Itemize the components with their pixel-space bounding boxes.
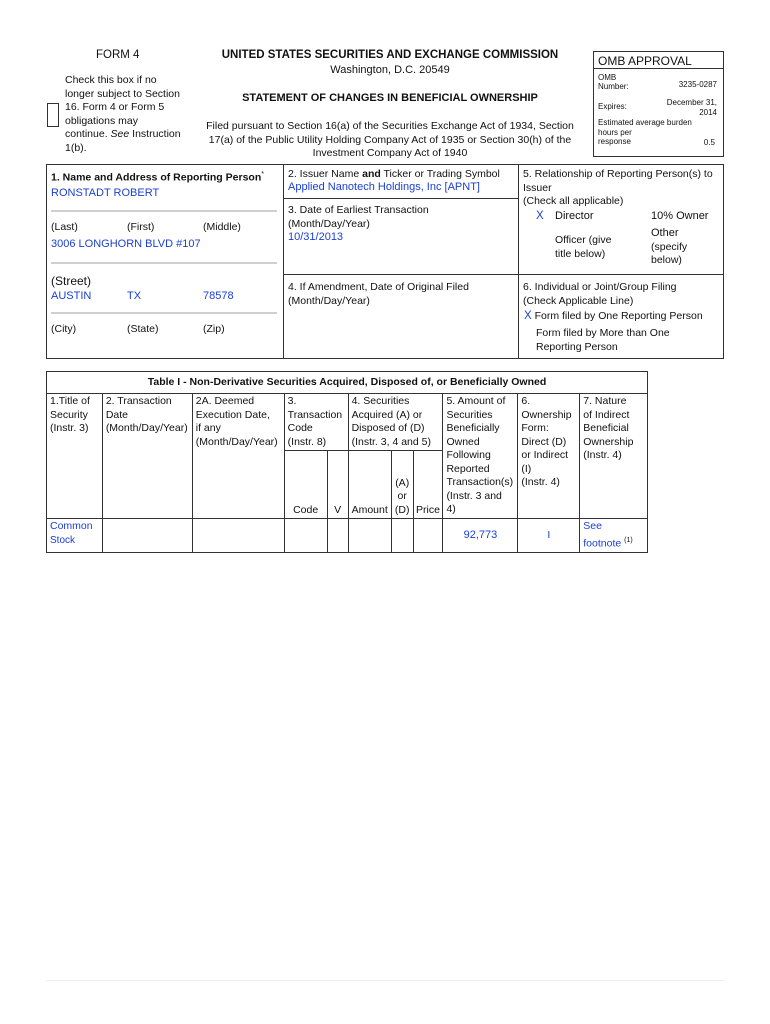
agency-location: Washington, D.C. 20549 bbox=[330, 64, 450, 76]
cell-security-title bbox=[47, 519, 103, 553]
issuer-name-ticker: Applied Nanotech Holdings, Inc [APNT] bbox=[288, 181, 480, 193]
one-reporting-person-option[interactable] bbox=[524, 310, 703, 322]
col-header-transaction-code bbox=[284, 394, 348, 451]
table1-title: Table I - Non-Derivative Securities Acquired, Disposed of, or Beneficially Owned bbox=[47, 372, 648, 394]
frame-col-divider-2 bbox=[518, 164, 519, 359]
cell-code bbox=[284, 519, 327, 553]
header-line: 4. Securities bbox=[351, 395, 410, 407]
col-header-transaction-date bbox=[102, 394, 192, 519]
footnote-marker: (1) bbox=[624, 536, 633, 544]
more-than-one-line: Reporting Person bbox=[536, 341, 618, 353]
header-line: Following bbox=[446, 449, 491, 461]
omb-burden-value: 0.5 bbox=[703, 138, 715, 147]
omb-expires-value bbox=[667, 98, 717, 118]
frame-top-line bbox=[46, 164, 724, 165]
box5-label-line: 5. Relationship of Reporting Person(s) to bbox=[523, 168, 713, 180]
omb-number-label-line: OMB bbox=[598, 73, 617, 82]
header-line: Ownership bbox=[521, 408, 572, 421]
col-header-securities-acquired-disposed bbox=[348, 394, 443, 451]
box5-label bbox=[523, 168, 713, 209]
header-line: Transaction bbox=[287, 408, 343, 421]
header-line: Security bbox=[50, 408, 88, 421]
filed-pursuant-line: Filed pursuant to Section 16(a) of the Securities Exchange Act of 1934, Section bbox=[206, 120, 574, 132]
page-bottom-divider bbox=[46, 980, 724, 981]
subheader-code: Code bbox=[284, 451, 327, 519]
middle-label: (Middle) bbox=[203, 221, 241, 233]
header-line: Form: bbox=[521, 422, 549, 434]
city-label: (City) bbox=[51, 323, 77, 335]
header-line: Beneficially bbox=[446, 422, 500, 434]
other-label-line: (specify bbox=[651, 240, 688, 253]
box6-label-line: (Check Applicable Line) bbox=[523, 294, 634, 307]
subheader-a-or-d bbox=[391, 451, 413, 519]
cell-amount bbox=[348, 519, 391, 553]
header-line: (Instr. 3 and bbox=[446, 489, 502, 502]
header-line: Disposed of (D) bbox=[351, 422, 425, 434]
cell-ownership-form: I bbox=[518, 519, 580, 553]
header-line: Transaction(s) bbox=[446, 476, 514, 488]
no-longer-subject-checkbox[interactable] bbox=[47, 103, 59, 127]
street-address: 3006 LONGHORN BLVD #107 bbox=[51, 238, 201, 250]
header-line: 5. Amount of bbox=[446, 395, 506, 407]
form-label: FORM 4 bbox=[96, 49, 140, 61]
box5-label-line: Issuer bbox=[523, 181, 552, 194]
header-line: or Indirect bbox=[521, 449, 569, 461]
omb-burden-line: response bbox=[598, 137, 631, 146]
header-line: Execution Date, bbox=[195, 408, 270, 421]
header-line: Reported bbox=[446, 462, 490, 475]
frame-col-divider-1 bbox=[283, 164, 284, 359]
col-header-title-of-security bbox=[47, 394, 103, 519]
subheader-v: V bbox=[327, 451, 348, 519]
box3-bottom-line bbox=[283, 274, 724, 275]
agency-title: UNITED STATES SECURITIES AND EXCHANGE COMMISSION bbox=[221, 49, 559, 61]
omb-burden-line: Estimated average burden bbox=[598, 118, 692, 127]
subheader-price: Price bbox=[413, 451, 443, 519]
header-line: Securities bbox=[446, 408, 493, 421]
cell-price bbox=[413, 519, 443, 553]
check-text-part: continue. bbox=[65, 128, 111, 141]
cell-a-or-d bbox=[391, 519, 413, 553]
header-line: of Indirect bbox=[583, 408, 630, 421]
cell-line: See bbox=[583, 520, 602, 532]
other-label-line: below) bbox=[651, 254, 682, 266]
box6-label-line: 6. Individual or Joint/Group Filing bbox=[523, 281, 677, 293]
col-header-ownership-form bbox=[518, 394, 580, 519]
check-text-line: obligations may bbox=[65, 114, 138, 127]
last-label: (Last) bbox=[51, 221, 78, 233]
omb-burden-line: hours per bbox=[598, 127, 632, 137]
filed-pursuant-text bbox=[195, 120, 585, 161]
check-text-line: 16. Form 4 or Form 5 bbox=[65, 101, 165, 114]
check-text-line: Check this box if no bbox=[65, 74, 157, 86]
col-header-deemed-execution-date bbox=[192, 394, 284, 519]
more-than-one-option[interactable] bbox=[536, 326, 670, 354]
omb-expires-label: Expires: bbox=[598, 102, 627, 111]
omb-number-value: 3235-0287 bbox=[678, 80, 717, 89]
header-line: Code bbox=[287, 422, 313, 434]
address-underline bbox=[51, 262, 277, 264]
header-line: 1.Title of bbox=[50, 395, 90, 407]
col-header-nature-of-ownership bbox=[580, 394, 648, 519]
cell-line: Common bbox=[50, 520, 93, 532]
header-line: (Month/Day/Year) bbox=[195, 435, 278, 448]
box4-label bbox=[288, 281, 469, 308]
header-line: 6. bbox=[521, 395, 531, 407]
name-underline bbox=[51, 210, 277, 212]
cell-line: Stock bbox=[50, 534, 76, 546]
check-text-see: See bbox=[110, 128, 130, 141]
box2-label-and: and bbox=[362, 168, 381, 180]
box4-label-line: 4. If Amendment, Date of Original Filed bbox=[288, 281, 469, 293]
frame-bottom-line bbox=[46, 358, 724, 359]
header-line: (Instr. 3) bbox=[50, 422, 89, 434]
box6-label bbox=[523, 281, 677, 308]
header-line: if any bbox=[195, 422, 221, 434]
street-label: (Street) bbox=[51, 274, 92, 288]
more-than-one-line: Form filed by More than One bbox=[536, 327, 670, 339]
box5-label-line: (Check all applicable) bbox=[523, 195, 624, 207]
omb-approval-box bbox=[593, 51, 724, 157]
header-line: 4) bbox=[446, 503, 456, 515]
earliest-transaction-date: 10/31/2013 bbox=[288, 231, 344, 243]
officer-label-line: Officer (give bbox=[555, 234, 612, 246]
other-label bbox=[651, 227, 687, 268]
state-value: TX bbox=[127, 290, 142, 302]
header-line: (Month/Day/Year) bbox=[105, 422, 188, 434]
header-line: 2A. Deemed bbox=[195, 395, 255, 407]
omb-header: OMB APPROVAL bbox=[594, 52, 723, 69]
filed-pursuant-line: 17(a) of the Public Utility Holding Company Act of 1935 or Section 30(h) of the bbox=[208, 133, 572, 146]
city-underline bbox=[51, 312, 277, 314]
cell-nature-of-ownership bbox=[580, 519, 648, 553]
omb-number-label bbox=[598, 73, 629, 91]
check-text-line: 1(b). bbox=[65, 141, 87, 154]
header-line: (Instr. 4) bbox=[521, 476, 560, 488]
header-line: Direct (D) bbox=[521, 435, 567, 448]
table-row bbox=[47, 519, 648, 553]
statement-title: STATEMENT OF CHANGES IN BENEFICIAL OWNERSHIP bbox=[242, 92, 538, 104]
header-line: 7. Nature bbox=[583, 395, 627, 407]
header-line: Ownership bbox=[583, 435, 634, 448]
first-label: (First) bbox=[127, 221, 155, 233]
subheader-ad-line: (A) bbox=[395, 476, 410, 489]
cell-v bbox=[327, 519, 348, 553]
ten-percent-owner-label: 10% Owner bbox=[651, 210, 709, 222]
zip-value: 78578 bbox=[203, 290, 234, 302]
reporting-person-name: RONSTADT ROBERT bbox=[51, 187, 160, 199]
header-line: (Instr. 3, 4 and 5) bbox=[351, 435, 431, 448]
director-check-mark[interactable]: X bbox=[536, 210, 544, 222]
director-label: Director bbox=[555, 210, 594, 222]
frame-left-line bbox=[46, 164, 47, 359]
header-line: (I) bbox=[521, 462, 532, 475]
omb-burden-label bbox=[598, 118, 692, 147]
box2-bottom-line bbox=[283, 198, 518, 199]
box4-label-line: (Month/Day/Year) bbox=[288, 294, 370, 307]
officer-label-line: title below) bbox=[555, 247, 606, 260]
omb-expires-line: December 31, bbox=[666, 98, 717, 107]
frame-right-line bbox=[723, 164, 724, 359]
subheader-ad-line: (D) bbox=[394, 503, 410, 516]
subheader-amount: Amount bbox=[348, 451, 391, 519]
box2-label-part: Ticker or Trading Symbol bbox=[380, 168, 500, 180]
check-box-instructions bbox=[65, 74, 181, 156]
table-non-derivative-securities bbox=[46, 371, 648, 553]
box3-label bbox=[288, 204, 429, 231]
cell-deemed-execution-date bbox=[192, 519, 284, 553]
box1-asterisk: * bbox=[261, 171, 264, 178]
check-text-part: Instruction bbox=[129, 128, 181, 141]
box1-label-text: 1. Name and Address of Reporting Person bbox=[51, 171, 262, 184]
box2-label bbox=[288, 168, 500, 180]
header-line: 2. Transaction bbox=[105, 395, 172, 407]
officer-label bbox=[555, 234, 611, 261]
header-line: Beneficial bbox=[583, 422, 629, 434]
one-person-label: Form filed by One Reporting Person bbox=[534, 310, 703, 322]
box1-label bbox=[51, 171, 264, 184]
header-line: Owned bbox=[446, 435, 480, 448]
subheader-ad-line: or bbox=[397, 490, 407, 502]
footnote-link[interactable]: footnote bbox=[583, 537, 622, 549]
filed-pursuant-line: Investment Company Act of 1940 bbox=[312, 147, 468, 159]
check-text-line bbox=[65, 128, 181, 142]
col-header-amount-owned bbox=[443, 394, 518, 519]
omb-expires-line: 2014 bbox=[699, 108, 717, 117]
box2-label-part: 2. Issuer Name bbox=[288, 168, 363, 180]
cell-amount-owned: 92,773 bbox=[443, 519, 518, 553]
omb-number-label-line: Number: bbox=[598, 82, 629, 91]
state-label: (State) bbox=[127, 323, 159, 335]
other-label-line: Other bbox=[651, 227, 679, 239]
header-line: Date bbox=[105, 408, 128, 421]
one-person-check-mark: X bbox=[524, 310, 532, 322]
header-line: (Instr. 8) bbox=[287, 435, 327, 448]
header-line: 3. bbox=[287, 395, 297, 407]
header-line: (Instr. 4) bbox=[583, 449, 622, 461]
cell-line bbox=[583, 534, 644, 551]
city-value: AUSTIN bbox=[51, 290, 92, 302]
zip-label: (Zip) bbox=[203, 323, 225, 335]
header-line: Acquired (A) or bbox=[351, 408, 423, 421]
cell-transaction-date bbox=[102, 519, 192, 553]
check-text-line: longer subject to Section bbox=[65, 87, 180, 100]
box3-label-line: 3. Date of Earliest Transaction bbox=[288, 204, 429, 216]
box3-label-line: (Month/Day/Year) bbox=[288, 217, 370, 230]
